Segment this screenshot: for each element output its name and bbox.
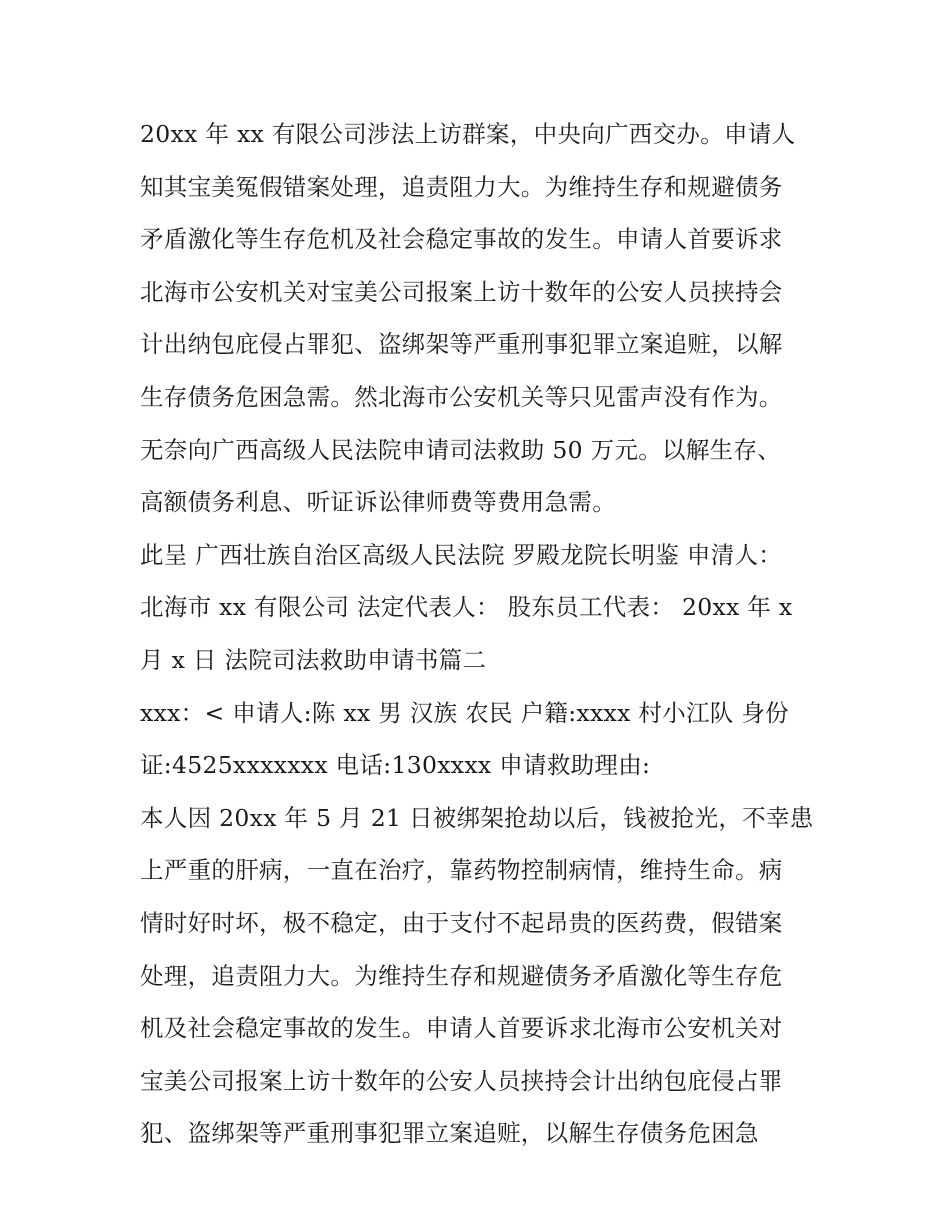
text-line: 机及社会稳定事故的发生。申请人首要诉求北海市公安机关对 [140,1014,783,1043]
text-line: 北海市 xx 有限公司 法定代表人： 股东员工代表： 20xx 年 x [140,593,793,622]
text-line: 高额债务利息、听证诉讼律师费等费用急需。 [140,488,616,517]
text-line: 月 x 日 法院司法救助申请书篇二 [140,645,487,674]
text-line: 上严重的肝病，一直在治疗，靠药物控制病情，维持生命。病 [140,856,783,885]
text-line: 此呈 广西壮族自治区高级人民法院 罗殿龙院长明鉴 申清人： [140,540,783,569]
text-line: 宝美公司报案上访十数年的公安人员挟持会计出纳包庇侵占罪 [140,1066,783,1095]
text-line: 本人因 20xx 年 5 月 21 日被绑架抢劫以后，钱被抢光，不幸患 [140,803,814,832]
text-line: 北海市公安机关对宝美公司报案上访十数年的公安人员挟持会 [140,277,783,306]
text-line: 知其宝美冤假错案处理，追责阻力大。为维持生存和规避债务 [140,172,783,201]
text-line: 计出纳包庇侵占罪犯、盗绑架等严重刑事犯罪立案追赃，以解 [140,330,783,359]
text-line: 矛盾激化等生存危机及社会稳定事故的发生。申请人首要诉求 [140,225,783,254]
document-body [140,108,830,1160]
text-line: 证:4525xxxxxxx 电话:130xxxx 申请救助理由: [140,751,651,780]
text-line: 无奈向广西高级人民法院申请司法救助 50 万元。以解生存、 [140,435,782,464]
text-line: 处理，追责阻力大。为维持生存和规避债务矛盾激化等生存危 [140,961,783,990]
text-line: 犯、盗绑架等严重刑事犯罪立案追赃，以解生存债务危困急 [140,1119,759,1148]
text-line: xxx：< 申请人:陈 xx 男 汉族 农民 户籍:xxxx 村小江队 身份 [140,698,789,727]
text-line: 生存债务危困急需。然北海市公安机关等只见雷声没有作为。 [140,382,783,411]
text-line: 情时好时坏，极不稳定，由于支付不起昂贵的医药费，假错案 [140,908,783,937]
text-line: 20xx 年 xx 有限公司涉法上访群案，中央向广西交办。申请人 [140,120,796,148]
